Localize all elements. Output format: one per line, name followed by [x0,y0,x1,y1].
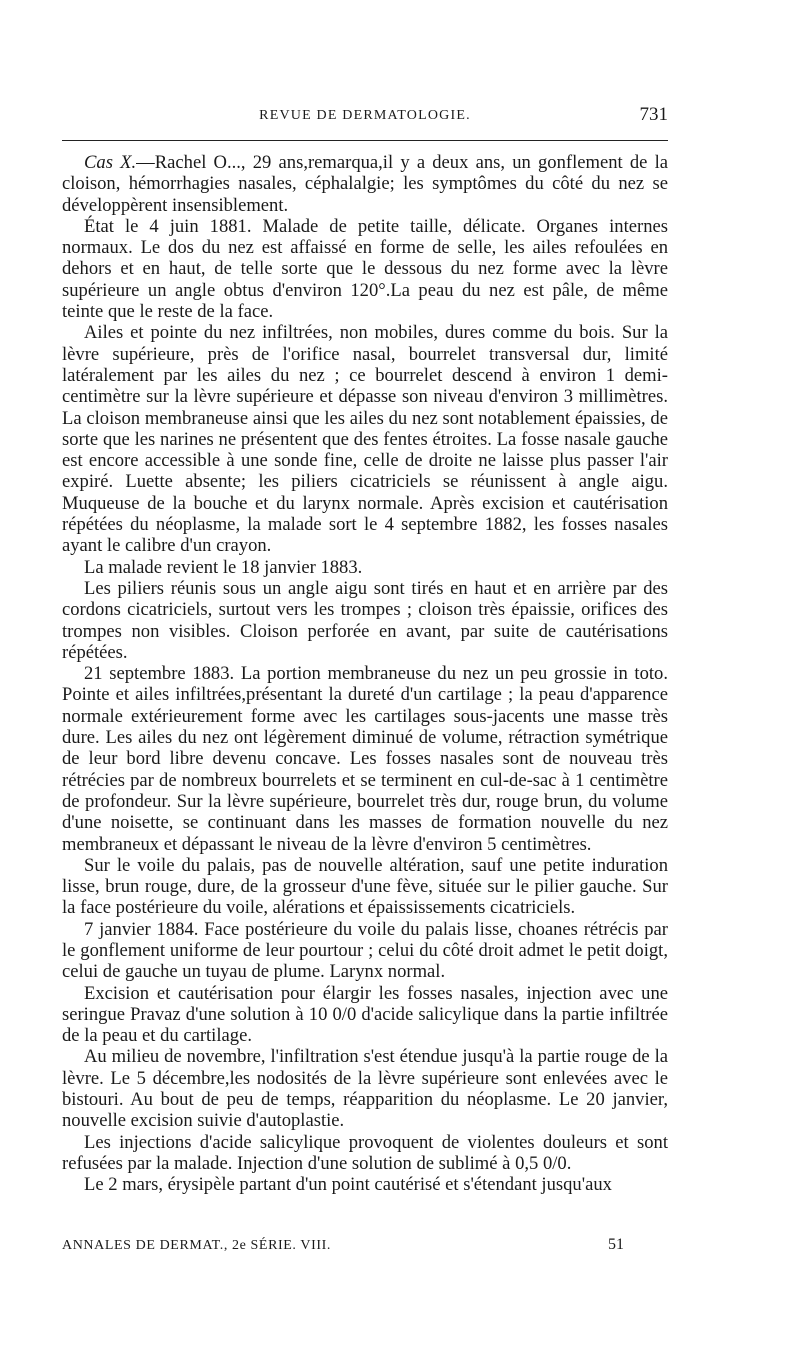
header-rule [62,140,668,141]
paragraph-3: Ailes et pointe du nez infiltrées, non mobiles, dures comme du bois. Sur la lèvre supérieure, près de l'orifice nasal, bourrelet transversal dur, limité latéralement par les ailes du nez ; ce bourrelet descend à environ 1 demi-centimètre sur la lèvre supérieure et dépasse son niveau d'environ 3 millimètres. La cloison membraneuse ainsi que les ailes du nez sont notablement épaissies, de sorte que les narines ne présentent que des fentes étroites. La fosse nasale gauche est encore accessible à une sonde fine, celle de droite ne laisse plus passer l'air expiré. Luette absente; les piliers cicatriciels se réunissent à angle aigu. Muqueuse de la bouche et du larynx normale. Après excision et cautérisation répétées du néoplasme, la malade sort le 4 septembre 1882, les fosses nasales ayant le calibre d'un crayon. [62,322,668,557]
paragraph-1-text: —Rachel O..., 29 ans,remarqua,il y a deux ans, un gonflement de la cloison, hémorrhagies nasales, céphalalgie; les symptômes du côté du nez se développèrent insensiblement. [62,152,669,216]
signature-mark: 51 [608,1236,624,1253]
running-head: REVUE DE DERMATOLOGIE. [259,108,471,123]
paragraph-10: Au milieu de novembre, l'infiltration s'est étendue jusqu'à la partie rouge de la lèvre. Le 5 décembre,les nodosités de la lèvre supérieure sont enlevées avec le bistouri. Au bout de peu de temps, réapparition du néoplasme. Le 20 janvier, nouvelle excision suivie d'autoplastie. [62,1046,668,1132]
paragraph-9: Excision et cautérisation pour élargir les fosses nasales, injection avec une seringue Pravaz d'une solution à 10 0/0 d'acide salicylique dans la partie infiltrée de la peau et du cartilage. [62,982,668,1047]
paragraph-7: Sur le voile du palais, pas de nouvelle altération, sauf une petite induration lisse, brun rouge, dure, de la grosseur d'une fève, située sur le pilier gauche. Sur la face postérieure du voile, alérations et épaississements cicatriciels. [62,854,668,919]
page-header [62,104,668,128]
page-number: 731 [639,104,668,125]
paragraph-8: 7 janvier 1884. Face postérieure du voile du palais lisse, choanes rétrécis par le gonflement uniforme de leur pourtour ; celui du côté droit admet le petit doigt, celui de gauche un tuyau de plume. Larynx normal. [62,918,668,983]
paragraph-12: Le 2 mars, érysipèle partant d'un point cautérisé et s'étendant jusqu'aux [84,1174,612,1196]
article-body [62,152,668,1196]
paragraph-1 [62,152,668,216]
paragraph-5: Les piliers réunis sous un angle aigu sont tirés en haut et en arrière par des cordons cicatriciels, surtout vers les trompes ; cloison très épaissie, orifices des trompes non visibles. Cloison perforée en avant, par suite de cautérisations répétées. [62,577,668,663]
paragraph-11: Les injections d'acide salicylique provoquent de violentes douleurs et sont refusées par la malade. Injection d'une solution de sublimé à 0,5 0/0. [62,1131,668,1174]
footer-journal: ANNALES DE DERMAT., 2e SÉRIE. VIII. [62,1238,331,1253]
paragraph-6: 21 septembre 1883. La portion membraneuse du nez un peu grossie in toto. Pointe et ailes infiltrées,présentant la dureté d'un cartilage ; la peau d'apparence normale extérieurement forme avec les cartilages sous-jacents une masse très dure. Les ailes du nez ont légèrement diminué de volume, rétraction symétrique de leur bord libre devenu concave. Les fosses nasales sont de nouveau très rétrécies par de nombreux bourrelets et se terminent en cul-de-sac à 1 centimètre de profondeur. Sur la lèvre supérieure, bourrelet très dur, rouge brun, du volume d'une noisette, se continuant dans les masses de formation nouvelle du nez membraneux et dépassant le niveau de la lèvre d'environ 5 centimètres. [62,663,668,855]
case-label: Cas X. [84,152,137,173]
page-footer [62,1236,668,1258]
paragraph-2: État le 4 juin 1881. Malade de petite taille, délicate. Organes internes normaux. Le dos du nez est affaissé en forme de selle, les ailes refoulées en dehors et en haut, de telle sorte que le dessous du nez forme avec la lèvre supérieure un angle obtus d'environ 120°.La peau du nez est pâle, de même teinte que le reste de la face. [62,215,668,323]
paragraph-4: La malade revient le 18 janvier 1883. [84,556,363,578]
